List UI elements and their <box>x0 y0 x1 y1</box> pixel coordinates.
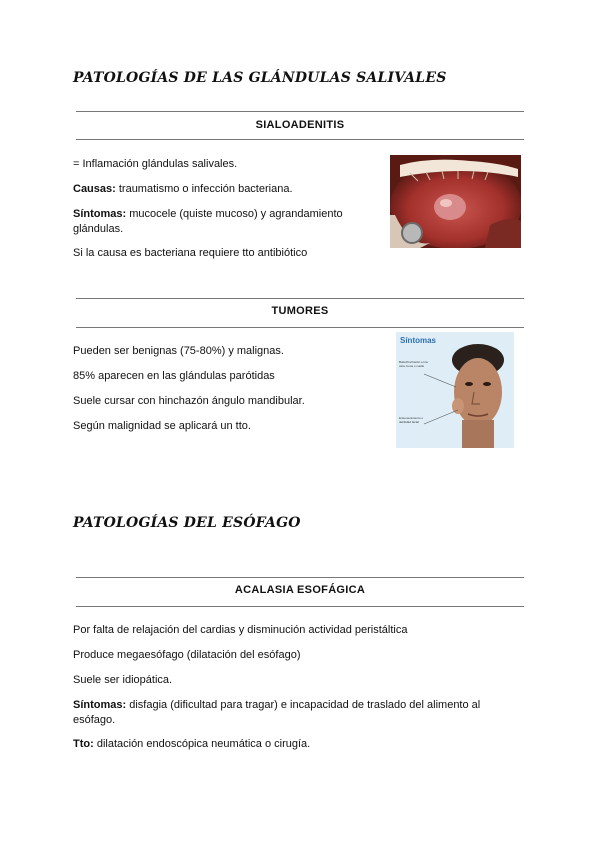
text-line: Suele cursar con hinchazón ángulo mandibular. <box>73 395 305 407</box>
divider <box>76 577 524 578</box>
text-line: Síntomas: mucocele (quiste mucoso) y agrandamiento glándulas. <box>73 208 343 235</box>
text-line: 85% aparecen en las glándulas parótidas <box>73 370 275 382</box>
mouth-mucocele-photo <box>390 155 521 248</box>
illustration-caption-title: Síntomas <box>400 336 437 345</box>
divider <box>76 139 524 140</box>
text-line: Tto: dilatación endoscópica neumática o cirugía. <box>73 738 311 750</box>
divider <box>76 606 524 607</box>
face-symptoms-illustration <box>396 332 514 448</box>
illustration-note-top: Bulto/hinchazón en la cara, boca o cuello <box>399 360 428 368</box>
text-line: Pueden ser benignas (75-80%) y malignas. <box>73 345 284 357</box>
divider <box>76 298 524 299</box>
section-title-esofago: PATOLOGÍAS DEL ESÓFAGO <box>73 515 301 531</box>
illustration-note-bottom: Entumecimiento o debilidad facial <box>399 416 424 424</box>
text-line: Produce megaesófago (dilatación del esófago) <box>73 649 301 661</box>
section-title-glandulas: PATOLOGÍAS DE LAS GLÁNDULAS SALIVALES <box>73 70 447 86</box>
text-line: Síntomas: disfagia (dificultad para tragar) e incapacidad de traslado del alimento al esófago. <box>73 699 481 726</box>
divider <box>76 327 524 328</box>
text-line: Según malignidad se aplicará un tto. <box>73 420 251 432</box>
text-line: Por falta de relajación del cardias y disminución actividad peristáltica <box>73 624 408 636</box>
heading-acalasia: ACALASIA ESOFÁGICA <box>234 584 366 596</box>
heading-tumores: TUMORES <box>271 305 329 317</box>
text-line: = Inflamación glándulas salivales. <box>73 158 238 170</box>
heading-sialoadenitis: SIALOADENITIS <box>255 119 345 131</box>
text-line: Suele ser idiopática. <box>73 674 173 686</box>
text-line: Si la causa es bacteriana requiere tto antibiótico <box>73 247 308 259</box>
text-line: Causas: traumatismo o infección bacteriana. <box>73 183 293 195</box>
divider <box>76 111 524 112</box>
